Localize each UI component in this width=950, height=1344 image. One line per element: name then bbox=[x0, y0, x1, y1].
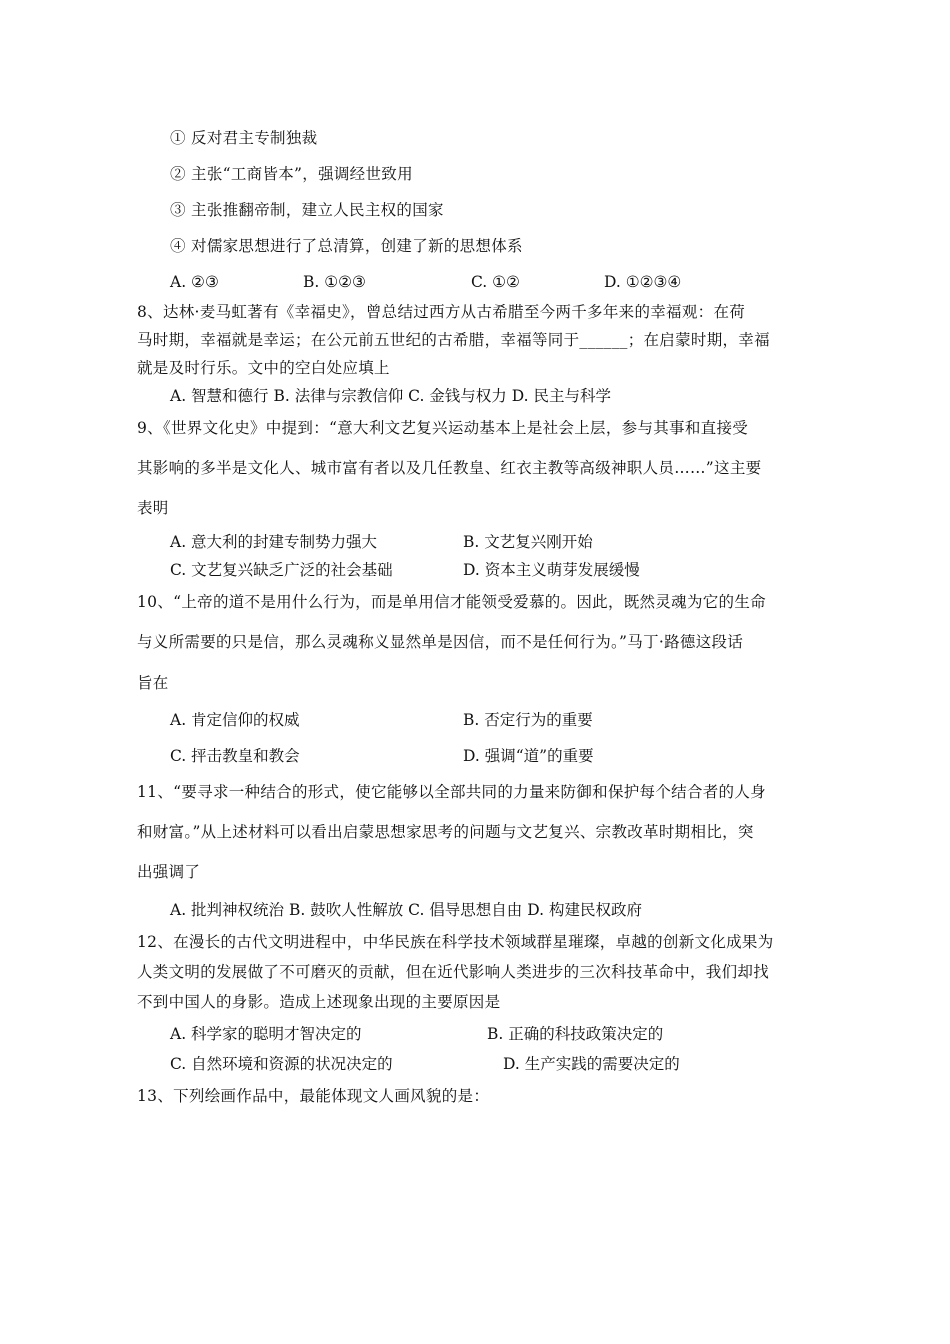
q7-item-4: ④ 对儒家思想进行了总清算，创建了新的思想体系 bbox=[170, 237, 523, 255]
q10-option-c: C. 抨击教皇和教会 bbox=[170, 747, 300, 765]
q12-option-d: D. 生产实践的需要决定的 bbox=[503, 1055, 680, 1073]
q11-stem-line-2: 和财富。”从上述材料可以看出启蒙思想家思考的问题与文艺复兴、宗教改革时期相比，突 bbox=[137, 823, 754, 841]
q7-option-c: C. ①② bbox=[471, 273, 520, 291]
q13-stem-line-1: 13、下列绘画作品中，最能体现文人画风貌的是： bbox=[137, 1087, 490, 1105]
q9-option-b: B. 文艺复兴刚开始 bbox=[463, 533, 593, 551]
q10-stem-line-2: 与义所需要的只是信，那么灵魂称义显然单是因信，而不是任何行为。”马丁·路德这段话 bbox=[137, 633, 744, 651]
q9-option-d: D. 资本主义萌芽发展缓慢 bbox=[463, 561, 640, 579]
q12-stem-line-2: 人类文明的发展做了不可磨灭的贡献，但在近代影响人类进步的三次科技革命中，我们却找 bbox=[137, 963, 770, 981]
q7-option-a: A. ②③ bbox=[170, 273, 219, 291]
q11-stem-line-3: 出强调了 bbox=[137, 863, 201, 881]
q8-stem-line-2: 马时期，幸福就是幸运；在公元前五世纪的古希腊，幸福等同于______；在启蒙时期，幸福 bbox=[137, 331, 770, 349]
q12-stem-line-1: 12、在漫长的古代文明进程中，中华民族在科学技术领域群星璀璨，卓越的创新文化成果为 bbox=[137, 933, 774, 951]
q9-option-a: A. 意大利的封建专制势力强大 bbox=[170, 533, 378, 551]
q7-option-b: B. ①②③ bbox=[303, 273, 366, 291]
q7-item-2: ② 主张“工商皆本”，强调经世致用 bbox=[170, 165, 413, 183]
q7-item-1: ① 反对君主专制独裁 bbox=[170, 129, 318, 147]
q12-option-a: A. 科学家的聪明才智决定的 bbox=[170, 1025, 362, 1043]
q12-stem-line-3: 不到中国人的身影。造成上述现象出现的主要原因是 bbox=[137, 993, 501, 1011]
q10-option-a: A. 肯定信仰的权威 bbox=[170, 711, 300, 729]
q9-stem-line-3: 表明 bbox=[137, 499, 169, 517]
q10-option-b: B. 否定行为的重要 bbox=[463, 711, 593, 729]
q9-stem-line-1: 9、《世界文化史》中提到：“意大利文艺复兴运动基本上是社会上层，参与其事和直接受 bbox=[137, 419, 749, 437]
q11-options: A. 批判神权统治 B. 鼓吹人性解放 C. 倡导思想自由 D. 构建民权政府 bbox=[170, 901, 642, 919]
q12-option-c: C. 自然环境和资源的状况决定的 bbox=[170, 1055, 393, 1073]
q8-stem-line-3: 就是及时行乐。文中的空白处应填上 bbox=[137, 359, 390, 377]
q10-stem-line-3: 旨在 bbox=[137, 674, 169, 692]
q8-options: A. 智慧和德行 B. 法律与宗教信仰 C. 金钱与权力 D. 民主与科学 bbox=[170, 387, 611, 405]
q9-stem-line-2: 其影响的多半是文化人、城市富有者以及几任教皇、红衣主教等高级神职人员……”这主要 bbox=[137, 459, 762, 477]
q7-item-3: ③ 主张推翻帝制，建立人民主权的国家 bbox=[170, 201, 444, 219]
q10-stem-line-1: 10、“上帝的道不是用什么行为，而是单用信才能领受爱慕的。因此，既然灵魂为它的生命 bbox=[137, 593, 766, 611]
q8-stem-line-1: 8、达林·麦马虹著有《幸福史》，曾总结过西方从古希腊至今两千多年来的幸福观：在荷 bbox=[137, 303, 746, 321]
q7-option-d: D. ①②③④ bbox=[604, 273, 682, 291]
q9-option-c: C. 文艺复兴缺乏广泛的社会基础 bbox=[170, 561, 393, 579]
q10-option-d: D. 强调“道”的重要 bbox=[463, 747, 594, 765]
q12-option-b: B. 正确的科技政策决定的 bbox=[487, 1025, 664, 1043]
q11-stem-line-1: 11、“要寻求一种结合的形式，使它能够以全部共同的力量来防御和保护每个结合者的人身 bbox=[137, 783, 766, 801]
